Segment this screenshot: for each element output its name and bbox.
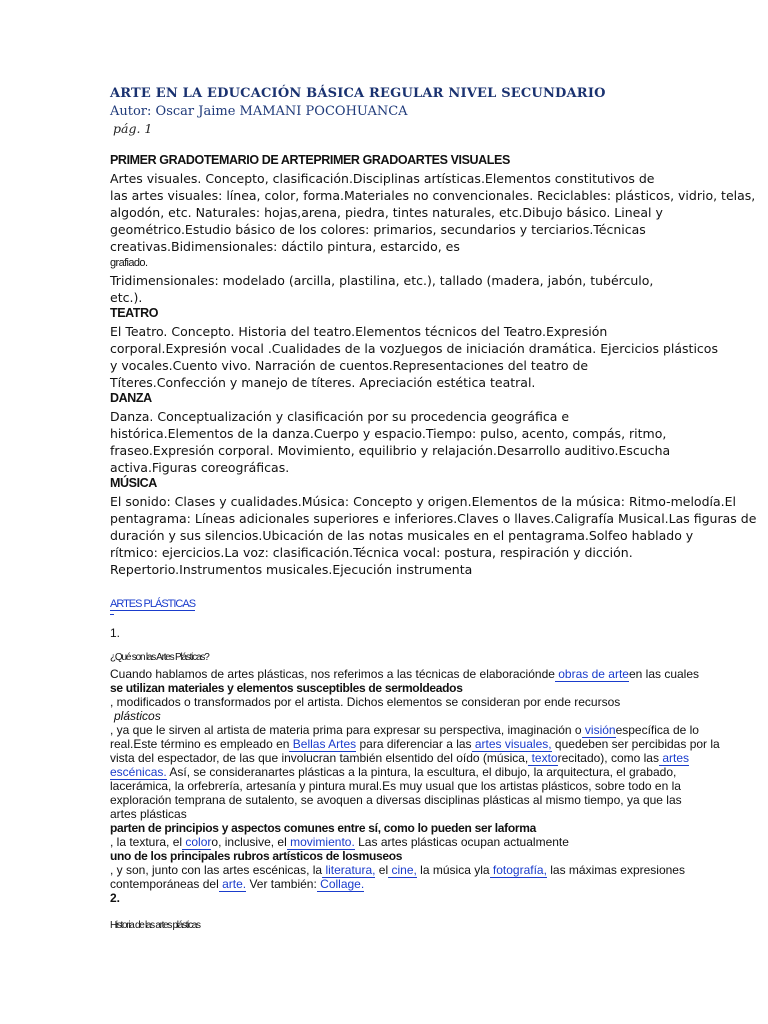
musica-line: pentagrama: Líneas adicionales superiores e inferiores.Claves o llaves.Caligrafía Musical.Las figuras de	[110, 511, 757, 526]
text: real.Este término es empleado en	[110, 737, 290, 751]
text: recitado), como las	[557, 751, 659, 765]
text: Ver también:	[246, 877, 317, 891]
text: , la textura, el	[110, 835, 183, 849]
text: , modificados o transformados por el artista. Dichos elementos se consideran por ende recursos	[110, 695, 621, 709]
question-heading: ¿Qué son las Artes Plásticas?	[110, 652, 209, 663]
artes-plasticas-link[interactable]: ARTES PLÁSTICAS	[110, 598, 196, 610]
link-arte[interactable]: arte.	[218, 877, 247, 891]
text: artes plásticas	[110, 807, 187, 821]
link-artes-escenicas[interactable]: escénicas.	[110, 765, 167, 779]
text: las máximas expresiones	[546, 863, 685, 877]
bold-line: parten de principios y aspectos comunes entre sí, como lo pueden ser laforma	[110, 821, 536, 835]
text: el	[375, 863, 389, 877]
text: plásticos	[114, 709, 161, 723]
danza-line: Danza. Conceptualización y clasificación por su procedencia geográfica e	[110, 409, 570, 424]
intro-line: creativas.Bidimensionales: dáctilo pintura, estarcido, es	[110, 239, 460, 254]
text: Así, se consideranartes plásticas a la pintura, la escultura, el dibujo, la arquitectura, el grabado,	[166, 765, 677, 779]
link-movimiento[interactable]: movimiento.	[286, 835, 355, 849]
page-number: pág. 1	[113, 121, 153, 136]
document-title: ARTE EN LA EDUCACIÓN BÁSICA REGULAR NIVEL SECUNDARIO	[110, 86, 606, 101]
intro-line: etc.).	[110, 290, 143, 305]
text: exploración temprana de sutalento, se avoquen a diversas disciplinas plásticas al mismo tiempo, ya que las	[110, 793, 682, 807]
text: Cuando hablamos de artes plásticas, nos referimos a las técnicas de elaboraciónde	[110, 667, 555, 681]
musica-heading: MÚSICA	[110, 476, 157, 490]
danza-text	[110, 408, 671, 476]
link-cine[interactable]: cine,	[388, 863, 417, 877]
text: quedeben ser percibidas por la	[551, 737, 720, 751]
teatro-line: El Teatro. Concepto. Historia del teatro.Elementos técnicos del Teatro.Expresión	[110, 324, 608, 339]
section-number-1: 1.	[110, 626, 121, 640]
link-obras-de-arte[interactable]: obras de arte	[554, 667, 629, 681]
artes-plasticas-body	[110, 667, 720, 905]
document-author: Autor: Oscar Jaime MAMANI POCOHUANCA	[110, 104, 408, 119]
danza-line: activa.Figuras coreográficas.	[110, 460, 290, 475]
musica-line: rítmico: ejercicios.La voz: clasificación.Técnica vocal: postura, respiración y dicción.	[110, 545, 633, 560]
intro-heading: PRIMER GRADOTEMARIO DE ARTEPRIMER GRADOARTES VISUALES	[110, 153, 510, 167]
musica-text	[110, 493, 757, 578]
text: en las cuales	[628, 667, 700, 681]
text: Las artes plásticas ocupan actualmente	[354, 835, 569, 849]
teatro-line: y vocales.Cuento vivo. Narración de cuentos.Representaciones del teatro de	[110, 358, 589, 373]
bold-line: uno de los principales rubros artísticos de losmuseos	[110, 849, 403, 863]
link-bellas-artes[interactable]: Bellas Artes	[289, 737, 357, 751]
link-fotografia[interactable]: fotografía,	[489, 863, 547, 877]
history-heading: Historia de las artes plásticas	[110, 920, 200, 931]
text: vista del espectador, de las que involucran también elsentido del oído (música,	[110, 751, 529, 765]
section-number-2: 2.	[110, 891, 121, 905]
teatro-text	[110, 323, 718, 391]
divider	[110, 614, 114, 615]
link-artes-visuales[interactable]: artes visuales,	[471, 737, 552, 751]
link-vision[interactable]: visión	[581, 723, 616, 737]
teatro-line: corporal.Expresión vocal .Cualidades de la vozJuegos de iniciación dramática. Ejercicios plásticos	[110, 341, 718, 356]
link-literatura[interactable]: literatura,	[322, 863, 376, 877]
musica-line: Repertorio.Instrumentos musicales.Ejecución instrumenta	[110, 562, 473, 577]
danza-line: histórica.Elementos de la danza.Cuerpo y espacio.Tiempo: pulso, acento, compás, ritmo,	[110, 426, 667, 441]
text: específica de lo	[615, 723, 699, 737]
link-artes-escenicas[interactable]: artes	[658, 751, 689, 765]
intro-line: las artes visuales: línea, color, forma.Materiales no convencionales. Reciclables: plásticos, vidrio, telas,	[110, 188, 756, 203]
musica-line: El sonido: Clases y cualidades.Música: Concepto y origen.Elementos de la música: Ritmo-melodía.El	[110, 494, 736, 509]
text: para diferenciar a las	[356, 737, 472, 751]
intro-line: geométrico.Estudio básico de los colores: primarios, secundarios y terciarios.Técnicas	[110, 222, 646, 237]
danza-heading: DANZA	[110, 391, 152, 405]
text: , ya que le sirven al artista de materia prima para expresar su perspectiva, imaginación o	[110, 723, 582, 737]
link-color[interactable]: color	[182, 835, 212, 849]
musica-line: duración y sus silencios.Ubicación de las notas musicales en el pentagrama.Solfeo hablado y	[110, 528, 694, 543]
text: contemporáneas del	[110, 877, 219, 891]
text: , y son, junto con las artes escénicas, la	[110, 863, 323, 877]
danza-line: fraseo.Expresión corporal. Movimiento, equilibrio y relajación.Desarrollo auditivo.Escucha	[110, 443, 671, 458]
intro-line: Tridimensionales: modelado (arcilla, plastilina, etc.), tallado (madera, jabón, tubérculo,	[110, 273, 654, 288]
teatro-heading: TEATRO	[110, 306, 159, 320]
intro-line: grafiado.	[110, 257, 148, 269]
intro-text	[110, 170, 756, 306]
text: o, inclusive, el	[211, 835, 287, 849]
text: la música yla	[416, 863, 490, 877]
text: lacerámica, la orfebrería, artesanía y pintura mural.Es muy usual que los artistas plásticos, sobre todo en la	[110, 779, 681, 793]
intro-line: Artes visuales. Concepto, clasificación.Disciplinas artísticas.Elementos constitutivos de	[110, 171, 655, 186]
teatro-line: Títeres.Confección y manejo de títeres. Apreciación estética teatral.	[110, 375, 536, 390]
link-texto[interactable]: texto	[528, 751, 558, 765]
intro-line: algodón, etc. Naturales: hojas,arena, piedra, tintes naturales, etc.Dibujo básico. Lineal y	[110, 205, 663, 220]
bold-line: se utilizan materiales y elementos susceptibles de sermoldeados	[110, 681, 463, 695]
link-collage[interactable]: Collage.	[316, 877, 365, 891]
